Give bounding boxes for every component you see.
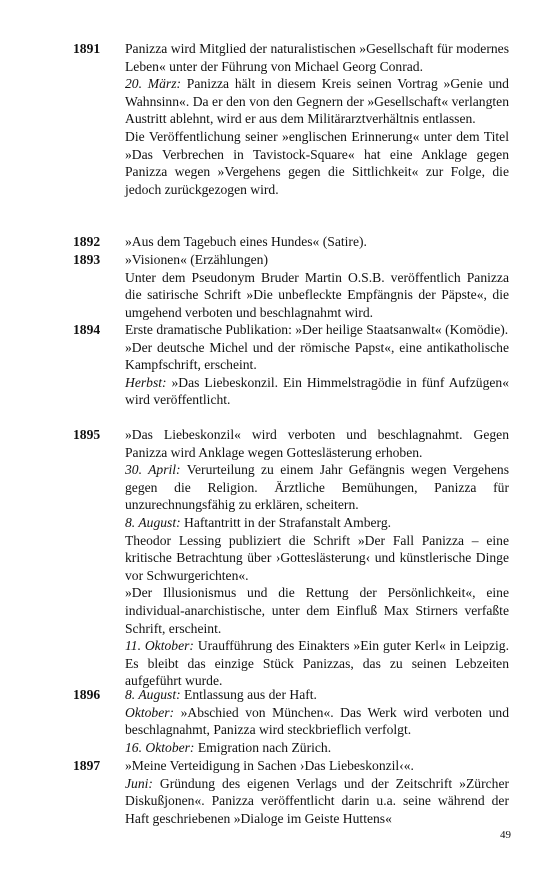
entry-paragraph [125,584,509,637]
entry-year: 1897 [73,758,101,773]
entry-text: »Der deutsche Michel und der römische Papst«, eine antikatholische Kampfschrift, erscheint. [125,339,509,373]
chronology-entry [73,686,509,756]
entry-paragraph [125,637,509,690]
entry-paragraph [125,251,509,269]
entry-text: Uraufführung des Einakters »Ein guter Kerl« in Leipzig. Es bleibt das einzige Stück Panizzas, das zu seinen Lebzeiten aufgeführt wurde. [125,638,509,689]
entry-text: Emigration nach Zürich. [194,739,332,755]
entry-paragraph [125,321,509,339]
entry-paragraph [125,374,509,409]
entry-body [125,321,509,409]
entry-text: Panizza hält in diesem Kreis seinen Vortrag »Genie und Wahnsinn«. Da er den von den Gegnern der »Gesellschaft« verlangten Austritt ablehnt, wird er aus dem Militärarztverhältnis entlassen. [125,76,509,127]
entry-date: 16. Oktober: [125,739,195,755]
chronology-entry [73,251,509,321]
entry-body [125,757,509,827]
entry-date: Herbst: [125,374,167,390]
entry-paragraph [125,739,509,757]
entry-text: »Meine Verteidigung in Sachen ›Das Liebeskonzil‹«. [125,758,414,773]
entry-date: 8. August: [125,514,181,530]
entry-paragraph [125,757,509,775]
entry-body [125,686,509,756]
entry-date: 30. April: [125,462,181,478]
chronology-entry [73,40,509,198]
chronology-entry [73,757,509,827]
entry-paragraph [125,775,509,828]
entry-text: »Visionen« (Erzählungen) [125,252,269,267]
entry-text: Die Veröffentlichung seiner »englischen Erinnerung« unter dem Titel »Das Verbrechen in Tavistock-Square« hat eine Anklage gegen Panizza wegen »Vergehens gegen die Sittlichkeit« zur Folge, die jedoch zurückgezogen wird. [125,128,509,197]
entry-date: 11. Oktober: [125,638,194,654]
entry-paragraph [125,461,509,514]
entry-year: 1892 [73,234,101,249]
entry-body [125,233,509,251]
entry-paragraph [125,686,509,704]
entry-year: 1894 [73,322,101,337]
entry-body [125,251,509,321]
entry-paragraph [125,426,509,461]
entry-text: Verurteilung zu einem Jahr Gefängnis wegen Vergehens gegen die Religion. Ärztliche Bemühungen, Panizza für unzurechnungsfähig zu erklären, scheitern. [125,462,509,513]
entry-text: Haftantritt in der Strafanstalt Amberg. [180,514,392,530]
entry-paragraph [125,514,509,532]
entry-date: 8. August: [125,687,181,702]
chronology-entry [73,426,509,690]
entry-date: Oktober: [125,704,175,720]
entry-paragraph [125,269,509,322]
entry-text: »Abschied von München«. Das Werk wird verboten und beschlagnahmt, Panizza wird steckbrieflich verfolgt. [125,704,509,738]
entry-paragraph [125,40,509,75]
entry-paragraph [125,532,509,585]
entry-text: Unter dem Pseudonym Bruder Martin O.S.B. veröffentlich Panizza die satirische Schrift »Die unbefleckte Empfängnis der Päpste«, die umgehend verboten und beschlagnahmt wird. [125,269,509,320]
entry-paragraph [125,233,509,251]
entry-body [125,40,509,198]
page-number: 49 [500,829,511,841]
entry-text: »Aus dem Tagebuch eines Hundes« (Satire). [125,234,367,249]
entry-date: Juni: [125,775,153,791]
entry-year: 1891 [73,41,101,56]
entry-text: »Das Liebeskonzil« wird verboten und beschlagnahmt. Gegen Panizza wird Anklage wegen Gotteslästerung erhoben. [125,427,509,460]
entry-text: Erste dramatische Publikation: »Der heilige Staatsanwalt« (Komödie). [125,322,509,337]
entry-paragraph [125,339,509,374]
entry-text: Panizza wird Mitglied der naturalistischen »Gesellschaft für modernes Leben« unter der Führung von Michael Georg Conrad. [125,41,509,74]
chronology-entry [73,233,509,251]
entry-text: »Der Illusionismus und die Rettung der Persönlichkeit«, eine individual-anarchistische, unter dem Einfluß Max Stirners verfaßte Schrift, erscheint. [125,585,509,636]
entry-year: 1893 [73,252,101,267]
entry-paragraph [125,128,509,198]
entry-text: Theodor Lessing publiziert die Schrift »Der Fall Panizza – eine kritische Betrachtung über ›Gotteslästerung‹ und künstlerische Dinge vor Schwurgerichten«. [125,532,509,583]
entry-year: 1896 [73,687,101,702]
entry-text: Entlassung aus der Haft. [180,687,317,702]
chronology-entry [73,321,509,409]
entry-text: Gründung des eigenen Verlags und der Zeitschrift »Zürcher Diskußjonen«. Panizza veröffentlicht darin u.a. seine während der Haft geschriebenen »Dialoge im Geiste Huttens« [125,775,509,826]
entry-text: »Das Liebeskonzil. Ein Himmelstragödie in fünf Aufzügen« wird veröffentlicht. [125,374,509,408]
entry-body [125,426,509,690]
entry-paragraph [125,704,509,739]
entry-date: 20. März: [125,76,182,92]
entry-paragraph [125,75,509,128]
entry-year: 1895 [73,427,101,442]
